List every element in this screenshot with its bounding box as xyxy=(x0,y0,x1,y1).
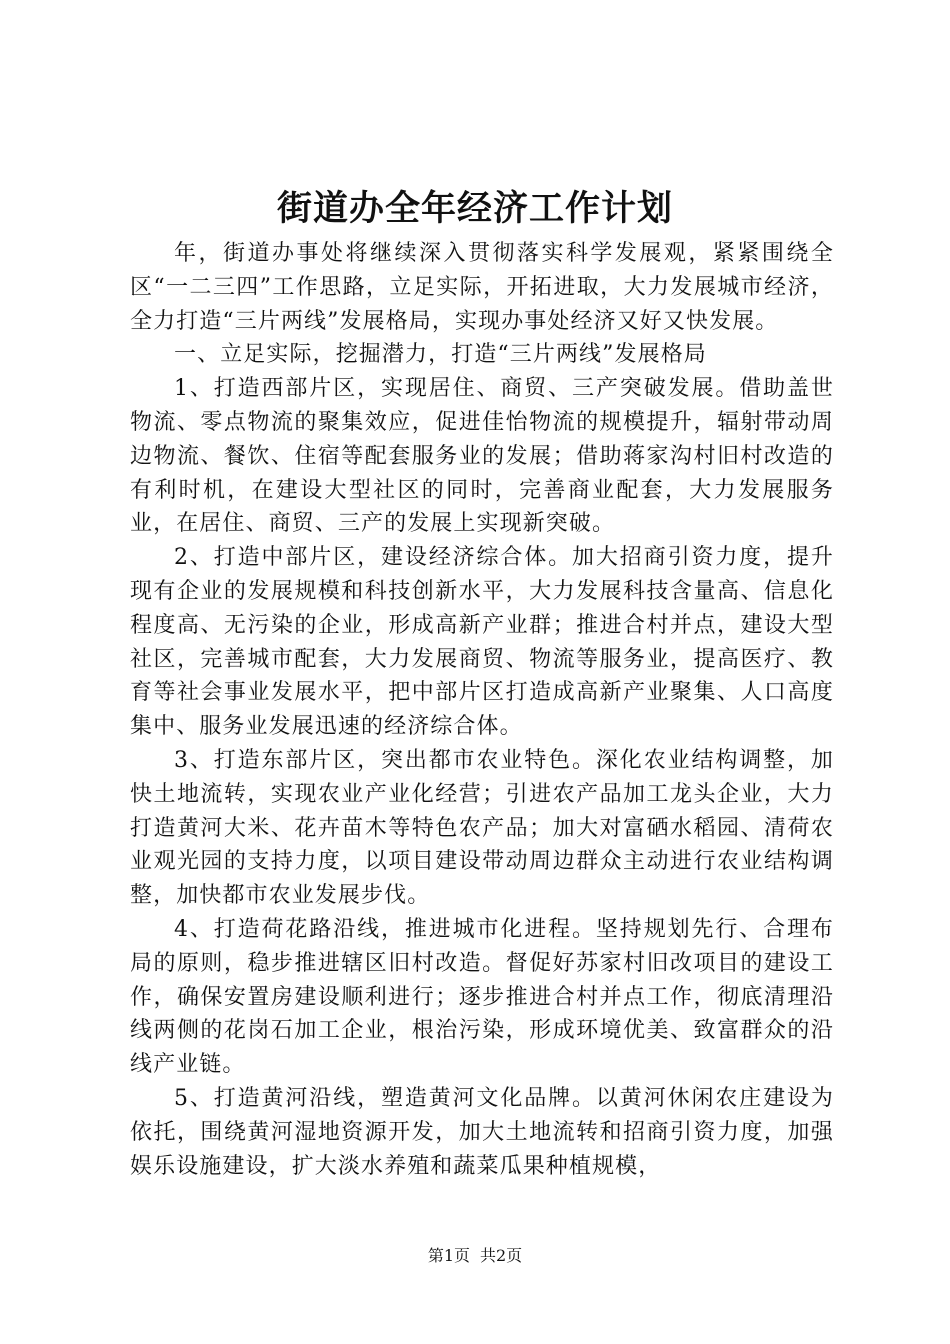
paragraph-item-2: 2、打造中部片区，建设经济综合体。加大招商引资力度，提升现有企业的发展规模和科技创新水平，大力发展科技含量高、信息化程度高、无污染的企业，形成高新产业群；推进合村并点，建设大型社区，完善城市配套，大力发展商贸、物流等服务业，提高医疗、教育等社会事业发展水平，把中部片区打造成高新产业聚集、人口高度集中、服务业发展迅速的经济综合体。 xyxy=(130,545,834,740)
paragraph-item-4: 4、打造荷花路沿线，推进城市化进程。坚持规划先行、合理布局的原则，稳步推进辖区旧村改造。督促好苏家村旧改项目的建设工作，确保安置房建设顺利进行；逐步推进合村并点工作，彻底清理沿线两侧的花岗石加工企业，根治污染，形成环境优美、致富群众的沿线产业链。 xyxy=(130,916,834,1078)
paragraph-intro: 年，街道办事处将继续深入贯彻落实科学发展观，紧紧围绕全区“一二三四”工作思路，立足实际，开拓进取，大力发展城市经济，全力打造“三片两线”发展格局，实现办事处经济又好又快发展。 xyxy=(130,241,834,334)
paragraph-item-3: 3、打造东部片区，突出都市农业特色。深化农业结构调整，加快土地流转，实现农业产业化经营；引进农产品加工龙头企业，大力打造黄河大米、花卉苗木等特色农产品；加大对富硒水稻园、清荷农业观光园的支持力度，以项目建设带动周边群众主动进行农业结构调整，加快都市农业发展步伐。 xyxy=(130,747,834,909)
page-number-total: 共2页 xyxy=(480,1246,523,1265)
paragraph-item-1: 1、打造西部片区，实现居住、商贸、三产突破发展。借助盖世物流、零点物流的聚集效应，促进佳怡物流的规模提升，辐射带动周边物流、餐饮、住宿等配套服务业的发展；借助蒋家沟村旧村改造的有利时机，在建设大型社区的同时，完善商业配套，大力发展服务业，在居住、商贸、三产的发展上实现新突破。 xyxy=(130,376,834,537)
paragraph-item-5: 5、打造黄河沿线，塑造黄河文化品牌。以黄河休闲农庄建设为依托，围绕黄河湿地资源开发，加大土地流转和招商引资力度，加强娱乐设施建设，扩大淡水养殖和蔬菜瓜果种植规模， xyxy=(130,1085,834,1179)
document-title: 街道办全年经济工作计划 xyxy=(276,188,673,229)
page-footer xyxy=(0,1245,950,1267)
page-number-current: 第1页 xyxy=(427,1246,470,1265)
section-heading-1: 一、立足实际，挖掘潜力，打造“三片两线”发展格局 xyxy=(174,342,707,368)
document-body xyxy=(130,237,834,1183)
